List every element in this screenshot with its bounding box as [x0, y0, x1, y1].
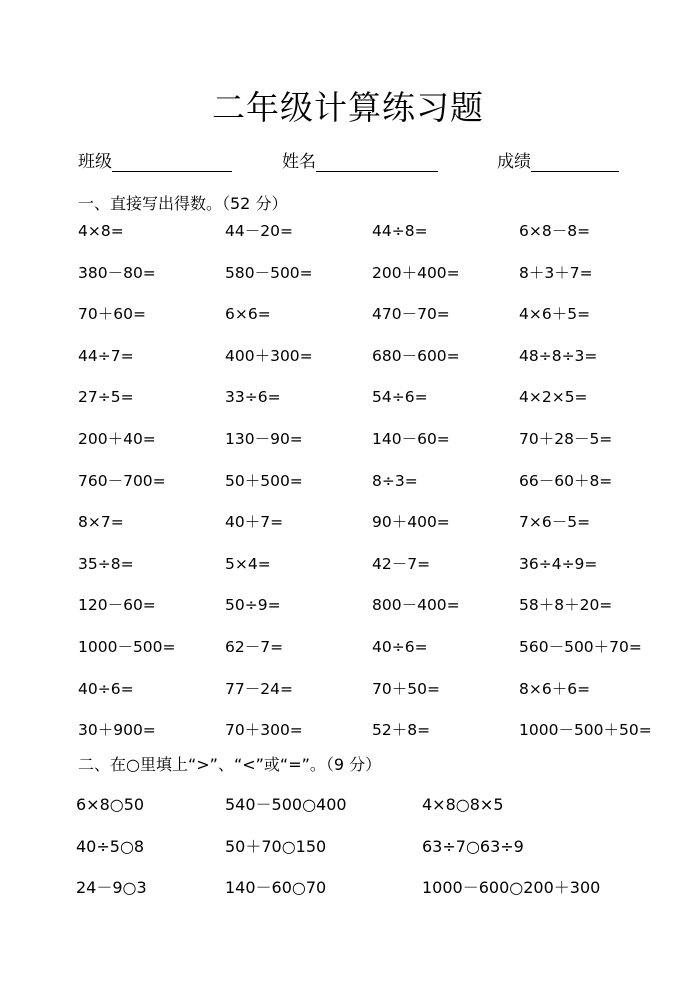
score-field — [497, 148, 619, 172]
arithmetic-problem: 380－80= — [78, 263, 156, 282]
arithmetic-problem: 70＋50= — [372, 679, 440, 698]
arithmetic-problem: 6×8－8= — [519, 222, 591, 240]
arithmetic-problem: 1000－500＋50= — [519, 721, 652, 740]
arithmetic-problem: 54÷6= — [372, 388, 428, 407]
arithmetic-problem: 44÷7= — [78, 346, 134, 365]
arithmetic-problem: 7×6－5= — [519, 513, 591, 532]
comparison-problem: 40÷5○8 — [76, 836, 145, 856]
arithmetic-problem: 8×7= — [78, 513, 124, 532]
arithmetic-problem: 680－600= — [372, 346, 460, 365]
arithmetic-problem: 27÷5= — [78, 388, 134, 407]
comparison-problem: 540－500○400 — [225, 795, 347, 814]
arithmetic-problem: 1000－500= — [78, 638, 176, 656]
arithmetic-problem: 35÷8= — [78, 554, 134, 573]
arithmetic-problem: 200＋400= — [372, 263, 460, 282]
comparison-problem: 4×8○8×5 — [422, 795, 504, 814]
arithmetic-problem: 760－700= — [78, 471, 166, 490]
comparison-problem: 50＋70○150 — [225, 836, 327, 856]
arithmetic-problem: 200＋40= — [78, 430, 156, 448]
arithmetic-problem: 70＋28－5= — [519, 430, 613, 448]
section2-heading: 二、在○里填上“>”、“<”或“=”。（9 分） — [78, 755, 382, 774]
arithmetic-problem: 50÷9= — [225, 596, 281, 615]
arithmetic-problem: 560－500＋70= — [519, 638, 642, 656]
arithmetic-problem: 36÷4÷9= — [519, 554, 598, 573]
arithmetic-problem: 140－60= — [372, 430, 450, 448]
arithmetic-problem: 30＋900= — [78, 721, 156, 740]
arithmetic-problem: 800－400= — [372, 596, 460, 615]
arithmetic-problem: 470－70= — [372, 305, 450, 324]
arithmetic-problem: 44÷8= — [372, 222, 428, 240]
arithmetic-problem: 70＋60= — [78, 305, 146, 324]
arithmetic-problem: 40÷6= — [372, 638, 428, 656]
arithmetic-problem: 120－60= — [78, 596, 156, 615]
arithmetic-problem: 62－7= — [225, 638, 284, 656]
arithmetic-problem: 50＋500= — [225, 471, 303, 490]
student-info-row — [0, 148, 696, 176]
comparison-problem: 1000－600○200＋300 — [422, 878, 601, 897]
name-label: 姓名 — [282, 152, 316, 172]
section1-heading: 一、直接写出得数。（52 分） — [78, 194, 288, 213]
arithmetic-problem: 66－60＋8= — [519, 471, 613, 490]
score-blank[interactable] — [531, 151, 619, 172]
arithmetic-problem: 40＋7= — [225, 513, 284, 532]
class-label: 班级 — [78, 152, 112, 172]
page-title: 二年级计算练习题 — [212, 88, 484, 127]
class-field — [78, 148, 232, 172]
arithmetic-problem: 580－500= — [225, 263, 313, 282]
name-field — [282, 148, 438, 172]
arithmetic-problem: 90＋400= — [372, 513, 450, 532]
arithmetic-problem: 4×2×5= — [519, 388, 588, 407]
arithmetic-problem: 42－7= — [372, 554, 431, 573]
comparison-problem: 24－9○3 — [76, 878, 147, 897]
comparison-problem: 6×8○50 — [76, 795, 145, 814]
arithmetic-problem: 52＋8= — [372, 721, 431, 740]
arithmetic-problem: 8÷3= — [372, 471, 418, 490]
arithmetic-problem: 77－24= — [225, 679, 293, 698]
arithmetic-problem: 130－90= — [225, 430, 303, 448]
arithmetic-problem: 8＋3＋7= — [519, 263, 593, 282]
arithmetic-problem: 40÷6= — [78, 679, 134, 698]
arithmetic-problem: 33÷6= — [225, 388, 281, 407]
arithmetic-problem: 4×6＋5= — [519, 305, 591, 324]
comparison-problem: 140－60○70 — [225, 878, 327, 897]
arithmetic-problem: 6×6= — [225, 305, 271, 324]
name-blank[interactable] — [316, 151, 438, 172]
arithmetic-problem: 5×4= — [225, 554, 271, 573]
comparison-problem: 63÷7○63÷9 — [422, 836, 524, 856]
arithmetic-problem: 4×8= — [78, 222, 124, 240]
arithmetic-problem: 44－20= — [225, 222, 293, 240]
arithmetic-problem: 8×6＋6= — [519, 679, 591, 698]
score-label: 成绩 — [497, 152, 531, 172]
arithmetic-problem: 70＋300= — [225, 721, 303, 740]
arithmetic-problem: 48÷8÷3= — [519, 346, 598, 365]
arithmetic-problem: 58＋8＋20= — [519, 596, 613, 615]
arithmetic-problem: 400＋300= — [225, 346, 313, 365]
class-blank[interactable] — [112, 151, 232, 172]
